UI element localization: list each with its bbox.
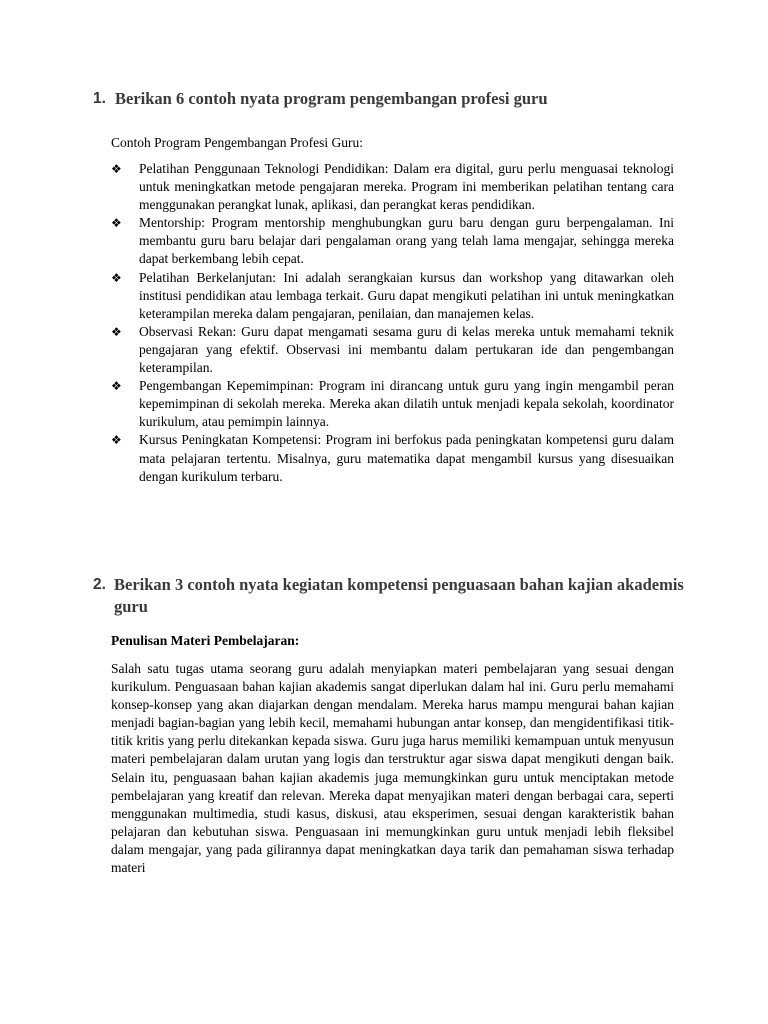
list-item — [111, 431, 674, 485]
section-2-subheading: Penulisan Materi Pembelajaran: — [111, 633, 300, 648]
list-item-text: Pelatihan Penggunaan Teknologi Pendidikan: Dalam era digital, guru perlu menguasai teknologi untuk meningkatkan metode pengajaran mereka. Program ini memberikan pelatihan tentang cara menggunakan perangkat lunak, aplikasi, dan perangkat keras pendidikan. — [139, 161, 674, 213]
section-1-number: 1. — [93, 90, 106, 107]
section-1-heading — [93, 88, 693, 110]
list-item-text: Kursus Peningkatan Kompetensi: Program ini berfokus pada peningkatan kompetensi guru dalam mata pelajaran tertentu. Misalnya, guru matematika dapat mengambil kursus yang disesuaikan dengan kurikulum terbaru. — [139, 432, 674, 484]
list-item — [111, 214, 674, 268]
list-item-text: Observasi Rekan: Guru dapat mengamati sesama guru di kelas mereka untuk memahami teknik pengajaran yang efektif. Observasi ini membantu dalam pertukaran ide dan pengembangan keterampilan. — [139, 323, 674, 376]
diamond-bullet-icon: ❖ — [111, 216, 122, 231]
diamond-bullet-icon: ❖ — [111, 379, 122, 394]
section-1-title: Berikan 6 contoh nyata program pengembangan profesi guru — [115, 89, 548, 108]
list-item-text: Mentorship: Program mentorship menghubungkan guru baru dengan guru berpengalaman. Ini membantu guru baru belajar dari pengalaman orang yang telah lama mengajar, sehingga mereka dapat berkembang lebih cepat. — [139, 215, 674, 267]
diamond-bullet-icon: ❖ — [111, 324, 122, 339]
program-list — [111, 160, 674, 486]
section-2-heading — [93, 574, 693, 618]
section-2-number: 2. — [93, 576, 106, 593]
list-item — [111, 160, 674, 214]
section-2-paragraph: Salah satu tugas utama seorang guru adalah menyiapkan materi pembelajaran yang sesuai dengan kurikulum. Penguasaan bahan kajian akademis sangat diperlukan dalam hal ini. Guru perlu memahami konsep-konsep yang akan diajarkan dengan mendalam. Mereka harus mampu mengurai bahan kajian menjadi bagian-bagian yang lebih kecil, memahami hubungan antar konsep, dan mengidentifikasi titik-titik kritis yang perlu ditekankan kepada siswa. Guru juga harus memiliki kemampuan untuk menyusun materi pembelajaran dalam urutan yang logis dan terstruktur agar siswa dapat mengikuti dengan baik. Selain itu, penguasaan bahan kajian akademis juga memungkinkan guru untuk menciptakan metode pembelajaran yang kreatif dan relevan. Mereka dapat menyajikan materi dengan berbagai cara, seperti menggunakan multimedia, studi kasus, diskusi, atau eksperimen, sesuai dengan karakteristik bahan pelajaran dan kebutuhan siswa. Penguasaan ini memungkinkan guru untuk menjadi lebih fleksibel dalam mengajar, yang pada gilirannya dapat meningkatkan daya tarik dan pemahaman siswa terhadap materi — [111, 661, 674, 876]
list-item — [111, 269, 674, 323]
diamond-bullet-icon: ❖ — [111, 270, 122, 285]
section-2-title: Berikan 3 contoh nyata kegiatan kompetensi penguasaan bahan kajian akademis guru — [114, 575, 684, 616]
list-item-text: Pengembangan Kepemimpinan: Program ini dirancang untuk guru yang ingin mengambil peran kepemimpinan di sekolah mereka. Mereka akan dilatih untuk menjadi kepala sekolah, koordinator kurikulum, atau pemimpin lainnya. — [139, 378, 674, 430]
diamond-bullet-icon: ❖ — [111, 162, 122, 176]
diamond-bullet-icon: ❖ — [111, 433, 122, 448]
list-item-text: Pelatihan Berkelanjutan: Ini adalah serangkaian kursus dan workshop yang ditawarkan oleh institusi pendidikan atau lembaga terkait. Guru dapat mengikuti pelatihan ini untuk meningkatkan keterampilan mereka dalam pengajaran, penilaian, dan manajemen kelas. — [139, 269, 674, 321]
list-item — [111, 377, 674, 431]
section-1-intro: Contoh Program Pengembangan Profesi Guru: — [111, 135, 363, 150]
list-item — [111, 323, 674, 377]
